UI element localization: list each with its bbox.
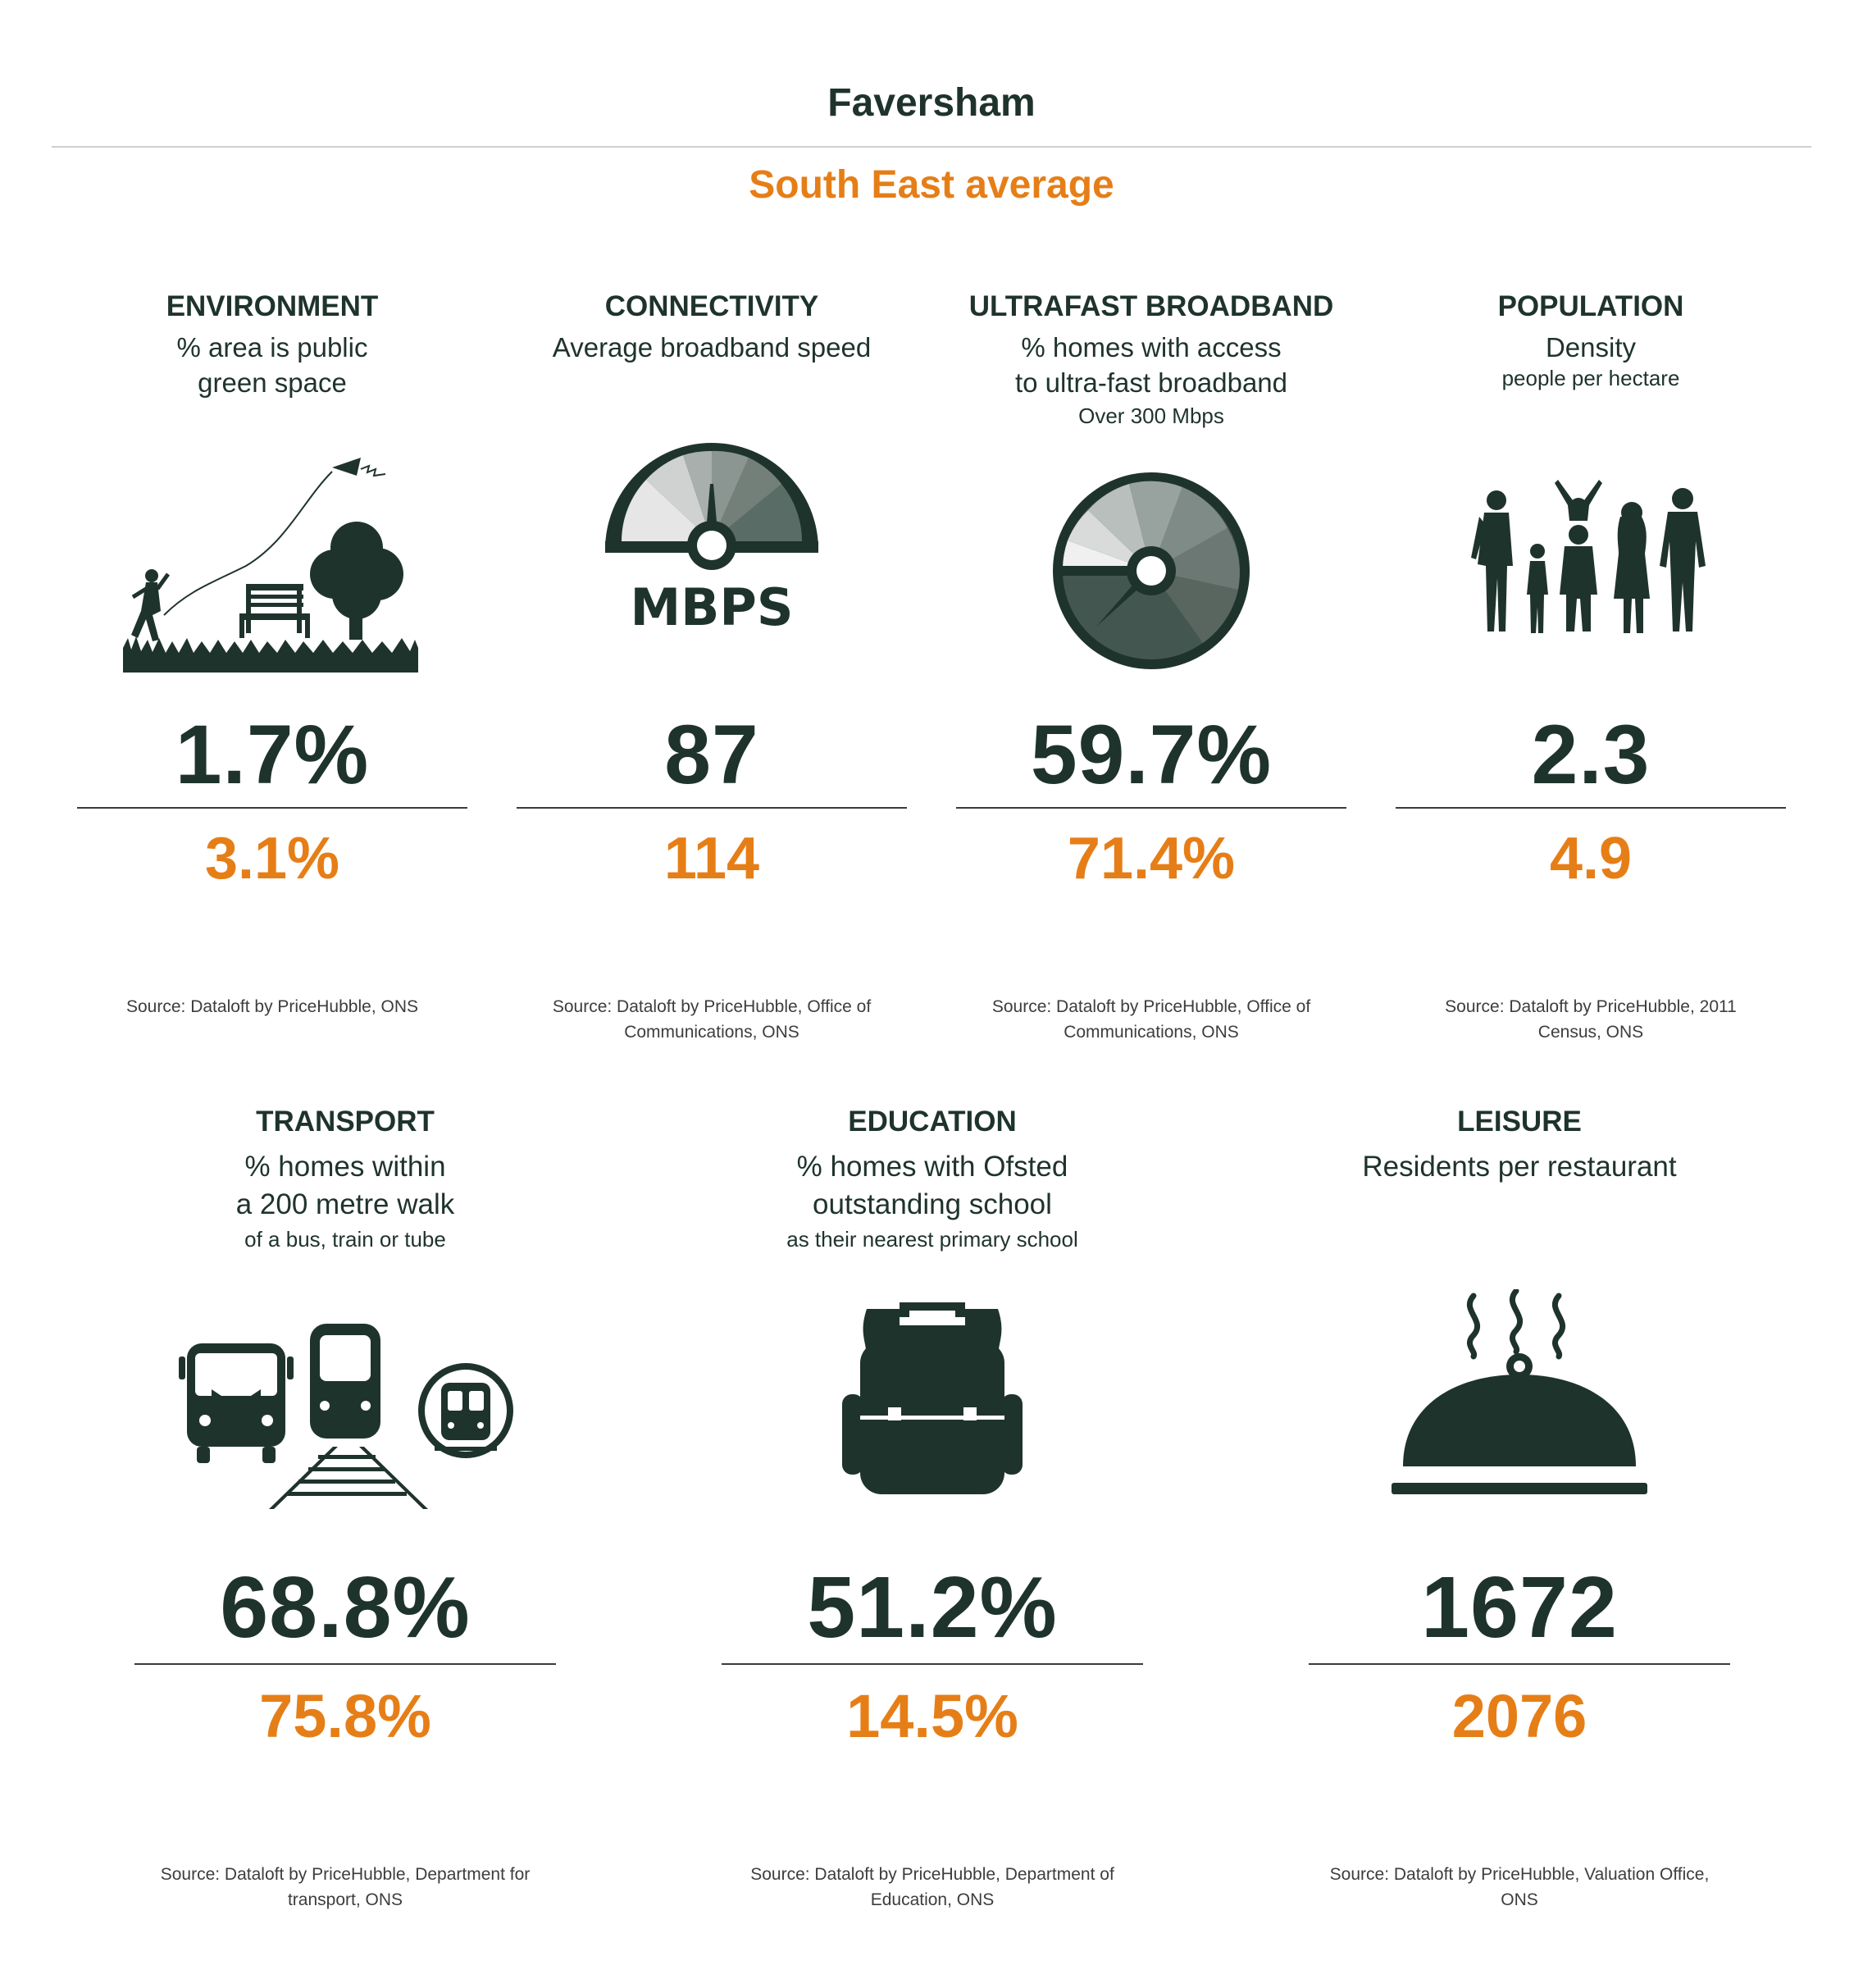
card-subheading-line1: % homes with access bbox=[1021, 332, 1282, 362]
south-east-average-value: 14.5% bbox=[846, 1682, 1018, 1750]
south-east-average-value: 71.4% bbox=[1067, 826, 1236, 891]
south-east-average-value: 3.1% bbox=[204, 826, 340, 891]
card-subheading-line1: Average broadband speed bbox=[552, 332, 872, 362]
south-east-average-value: 75.8% bbox=[259, 1682, 431, 1750]
source-note: Source: Dataloft by PriceHubble, ONS bbox=[126, 997, 418, 1016]
page-subtitle: South East average bbox=[749, 163, 1114, 207]
source-note: Source: Dataloft by PriceHubble, Office of Communications, ONS bbox=[552, 997, 872, 1042]
faversham-value: 1.7% bbox=[175, 708, 370, 801]
card-heading: POPULATION bbox=[1497, 290, 1684, 322]
card-subheading-small: people per hectare bbox=[1501, 366, 1680, 390]
card-heading: ULTRAFAST BROADBAND bbox=[968, 290, 1334, 322]
card-subheading-line2: a 200 metre walk bbox=[235, 1188, 455, 1220]
card-subheading-line1: % area is public bbox=[176, 332, 368, 362]
card-heading: EDUCATION bbox=[848, 1106, 1017, 1138]
education-card bbox=[722, 0, 1143, 1952]
value-divider bbox=[722, 1663, 1143, 1665]
faversham-value: 51.2% bbox=[807, 1559, 1058, 1656]
source-note: Source: Dataloft by PriceHubble, Department of Education, ONS bbox=[750, 1865, 1114, 1909]
bus-train-tube-icon bbox=[179, 1324, 515, 1509]
card-heading: LEISURE bbox=[1457, 1106, 1582, 1138]
food-cloche-icon bbox=[1392, 1289, 1647, 1498]
card-subheading-line1: Density bbox=[1545, 332, 1637, 362]
card-subheading-line1: % homes with Ofsted bbox=[796, 1151, 1068, 1183]
card-subheading-small: Over 300 Mbps bbox=[1078, 404, 1224, 428]
source-note: Source: Dataloft by PriceHubble, Department for transport, ONS bbox=[160, 1865, 531, 1909]
card-subheading-line1: % homes within bbox=[244, 1151, 446, 1183]
south-east-average-value: 4.9 bbox=[1549, 826, 1633, 891]
source-note: Source: Dataloft by PriceHubble, Valuation Office, ONS bbox=[1329, 1865, 1710, 1909]
card-heading: CONNECTIVITY bbox=[604, 290, 819, 322]
mbps-label: MBPS bbox=[630, 577, 794, 637]
faversham-value: 2.3 bbox=[1531, 708, 1651, 801]
backpack-icon bbox=[842, 1293, 1023, 1494]
card-subheading-line2: green space bbox=[198, 367, 347, 398]
source-note: Source: Dataloft by PriceHubble, 2011 Census, ONS bbox=[1445, 997, 1737, 1042]
leisure-card bbox=[1309, 0, 1730, 1952]
card-heading: TRANSPORT bbox=[256, 1106, 435, 1138]
card-subheading-small: of a bus, train or tube bbox=[244, 1227, 446, 1252]
faversham-value: 59.7% bbox=[1030, 708, 1273, 801]
faversham-value: 87 bbox=[664, 708, 759, 801]
card-subheading-line2: to ultra-fast broadband bbox=[1014, 367, 1288, 398]
card-subheading-line2: outstanding school bbox=[813, 1188, 1052, 1220]
page-title: Faversham bbox=[827, 81, 1036, 125]
value-divider bbox=[1309, 1663, 1730, 1665]
faversham-value: 68.8% bbox=[220, 1559, 471, 1656]
source-note: Source: Dataloft by PriceHubble, Office of Communications, ONS bbox=[991, 997, 1311, 1042]
south-east-average-value: 2076 bbox=[1451, 1682, 1587, 1750]
card-subheading-line1: Residents per restaurant bbox=[1362, 1151, 1677, 1183]
transport-card bbox=[134, 0, 556, 1952]
value-divider bbox=[134, 1663, 556, 1665]
card-subheading-small: as their nearest primary school bbox=[786, 1227, 1078, 1252]
faversham-value: 1672 bbox=[1421, 1559, 1618, 1656]
card-heading: ENVIRONMENT bbox=[166, 290, 379, 322]
south-east-average-value: 114 bbox=[663, 826, 760, 891]
